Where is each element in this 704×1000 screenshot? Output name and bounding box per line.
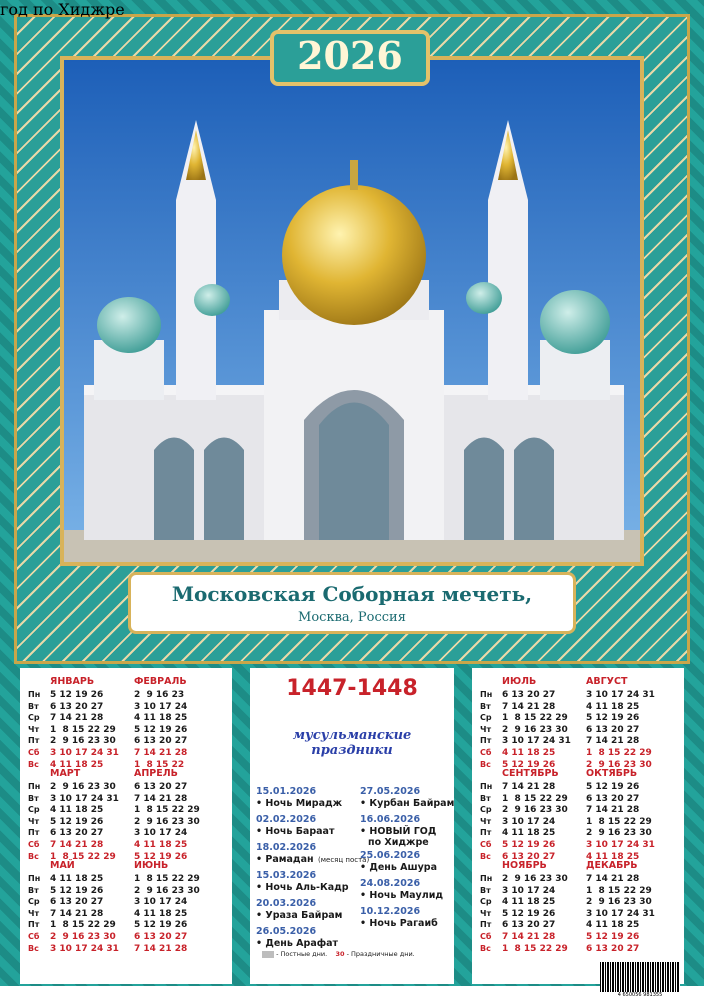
day-label: Пн: [480, 690, 493, 699]
month-days-row: 7 14 21 28: [502, 782, 556, 792]
month-days-row: 6 13 20 27: [586, 724, 640, 735]
day-label: Вс: [480, 759, 491, 769]
month-days-row: 3 10 17 24: [502, 816, 556, 827]
day-label: Ср: [28, 713, 40, 723]
month-days-row: 6 13 20 27: [502, 920, 556, 931]
barcode: [600, 962, 680, 992]
holiday-name: • Ночь Маулид: [360, 890, 444, 901]
holiday-date: 10.12.2026: [360, 906, 421, 917]
holiday-name: • Ночь Мирадж: [256, 798, 343, 809]
month-days-row: 4 11 18 25: [586, 851, 640, 862]
month-days-row: 6 13 20 27: [134, 782, 188, 792]
month-days-row: 6 13 20 27: [502, 851, 556, 862]
month-days-row: 1 8 15 22 29: [134, 874, 200, 884]
month-days-row: 2 9 16 23 30: [50, 736, 116, 747]
day-label: Сб: [480, 840, 492, 849]
mosque-photo: [64, 60, 640, 562]
holiday-name: • Ночь Аль-Кадр: [256, 882, 349, 893]
month-days-row: 1 8 15 22 29: [586, 885, 652, 896]
day-label: Сб: [28, 932, 40, 941]
month-days-row: 4 11 18 25: [50, 805, 104, 816]
day-label: Пн: [28, 874, 41, 883]
month-name: НОЯБРЬ: [502, 860, 547, 871]
month-days-row: 7 14 21 28: [134, 943, 188, 954]
month-days-row: 7 14 21 28: [50, 908, 104, 919]
month-days-row: 3 10 17 24 31: [50, 748, 119, 758]
month-days-row: 1 8 15 22 29: [134, 805, 200, 816]
month-days-row: 6 13 20 27: [50, 701, 104, 712]
month-days-row: 6 13 20 27: [50, 897, 104, 908]
holiday-date: 18.02.2026: [256, 842, 317, 853]
year-title: 2026: [297, 33, 403, 78]
holidays-title: [250, 728, 454, 758]
holiday-date: 27.05.2026: [360, 786, 421, 797]
holiday-date: 24.08.2026: [360, 878, 421, 889]
month-days-row: 4 11 18 25: [50, 874, 104, 884]
legend-holiday-mark: 30: [335, 950, 345, 958]
month-days-row: 4 11 18 25: [50, 759, 104, 770]
day-label: Сб: [480, 932, 492, 941]
day-label: Сб: [28, 840, 40, 849]
month-days-row: 6 13 20 27: [134, 932, 188, 942]
month-days-row: 3 10 17 24 31: [586, 908, 655, 919]
month-days-row: 5 12 19 26: [50, 816, 104, 827]
month-days-row: 6 13 20 27: [586, 943, 640, 954]
holiday-note: (месяц поста): [318, 856, 370, 864]
month-days-row: 7 14 21 28: [134, 793, 188, 804]
month-days-row: 7 14 21 28: [586, 736, 640, 747]
caption-title: Московская Соборная мечеть,: [171, 582, 533, 606]
holidays-title-line1: мусульманские: [292, 728, 412, 743]
legend: [262, 950, 452, 958]
month-days-row: 2 9 16 23 30: [134, 816, 200, 827]
holiday-name: • Рамадан: [256, 854, 314, 865]
month-name: ИЮНЬ: [134, 860, 169, 871]
holiday-date: 25.06.2026: [360, 850, 421, 861]
month-days-row: 5 12 19 26: [50, 885, 104, 896]
month-days-row: 5 12 19 26: [586, 782, 640, 792]
month-days-row: 1 8 15 22 29: [502, 713, 568, 724]
month-days-row: 7 14 21 28: [134, 748, 188, 758]
month-days-row: 1 8 15 22 29: [50, 920, 116, 931]
day-label: Пт: [28, 828, 40, 838]
month-days-row: 1 8 15 22 29: [586, 816, 652, 827]
month-days-row: 7 14 21 28: [50, 713, 104, 724]
month-days-row: 6 13 20 27: [134, 736, 188, 747]
month-name: ЯНВАРЬ: [50, 676, 95, 687]
day-label: Пт: [28, 736, 40, 746]
day-label: Чт: [480, 816, 492, 826]
month-days-row: 5 12 19 26: [502, 908, 556, 919]
day-label: Ср: [28, 897, 40, 907]
month-name: МАЙ: [50, 860, 75, 871]
month-days-row: 1 8 15 22 29: [502, 793, 568, 804]
day-label: Чт: [480, 908, 492, 918]
month-days-row: 3 10 17 24 31: [502, 736, 571, 747]
day-label: Вс: [28, 759, 39, 769]
day-label: Ср: [480, 713, 492, 723]
holiday-name: • Ночь Бараат: [256, 826, 335, 837]
month-name: ФЕВРАЛЬ: [134, 676, 187, 687]
day-label: Вс: [480, 851, 491, 861]
month-days-row: 5 12 19 26: [134, 851, 188, 862]
month-days-row: 1 8 15 22: [134, 759, 185, 770]
footer: [0, 986, 704, 1000]
month-days-row: 3 10 17 24: [502, 885, 556, 896]
day-label: Пт: [480, 920, 492, 930]
month-days-row: 1 8 15 22 29: [50, 724, 116, 735]
holiday-name: • НОВЫЙ ГОД: [360, 826, 437, 837]
month-days-row: 4 11 18 25: [134, 908, 188, 919]
month-days-row: 2 9 16 23 30: [586, 897, 652, 908]
holiday-date: 16.06.2026: [360, 814, 421, 825]
month-days-row: 2 9 16 23 30: [586, 828, 652, 839]
month-days-row: 3 10 17 24: [134, 828, 188, 839]
day-label: Чт: [480, 724, 492, 734]
holiday-date: 26.05.2026: [256, 926, 317, 937]
month-days-row: 2 9 16 23 30: [502, 724, 568, 735]
month-days-row: 4 11 18 25: [502, 828, 556, 839]
month-name: АВГУСТ: [586, 676, 628, 687]
holiday-date: 02.02.2026: [256, 814, 317, 825]
day-label: Вт: [28, 701, 39, 711]
day-label: Вс: [480, 943, 491, 953]
month-days-row: 2 9 16 23 30: [50, 782, 116, 792]
day-label: Пт: [28, 920, 40, 930]
holiday-name: • Курбан Байрам: [360, 798, 455, 809]
holiday-date: 15.01.2026: [256, 786, 317, 797]
month-days-row: 2 9 16 23 30: [502, 874, 568, 884]
hijri-label: год по Хиджре: [0, 0, 125, 19]
legend-holiday: - Праздничные дни.: [346, 950, 415, 958]
day-label: Пн: [28, 782, 41, 791]
month-days-row: 4 11 18 25: [502, 748, 556, 758]
month-days-row: 5 12 19 26: [502, 759, 556, 770]
day-label: Пт: [480, 828, 492, 838]
month-days-row: 5 12 19 26: [586, 713, 640, 724]
month-days-row: 3 10 17 24 31: [586, 690, 655, 700]
day-label: Пн: [480, 874, 493, 883]
month-name: СЕНТЯБРЬ: [502, 768, 559, 779]
day-label: Пн: [28, 690, 41, 699]
month-days-row: 3 10 17 24 31: [586, 840, 655, 850]
month-days-row: 1 8 15 22 29: [50, 851, 116, 862]
day-label: Чт: [28, 816, 40, 826]
month-days-row: 4 11 18 25: [586, 920, 640, 931]
day-label: Вт: [28, 885, 39, 895]
fasting-swatch: [262, 951, 274, 958]
holidays-title-line2: праздники: [311, 743, 393, 758]
month-days-row: 2 9 16 23 30: [586, 759, 652, 770]
month-days-row: 5 12 19 26: [502, 840, 556, 850]
month-days-row: 2 9 16 23 30: [50, 932, 116, 942]
month-days-row: 1 8 15 22 29: [502, 943, 568, 954]
month-days-row: 3 10 17 24: [134, 701, 188, 712]
day-label: Ср: [480, 805, 492, 815]
mosque-illustration: [64, 60, 640, 562]
holiday-name: • Ураза Байрам: [256, 910, 343, 921]
holiday-name: • День Арафат: [256, 938, 339, 949]
month-days-row: 2 9 16 23 30: [502, 805, 568, 816]
month-days-row: 4 11 18 25: [502, 897, 556, 908]
day-label: Ср: [480, 897, 492, 907]
month-name: ИЮЛЬ: [502, 676, 537, 687]
month-days-row: 2 9 16 23 30: [134, 885, 200, 896]
day-label: Сб: [28, 748, 40, 757]
month-days-row: 7 14 21 28: [586, 805, 640, 816]
month-name: ДЕКАБРЬ: [586, 860, 638, 871]
barcode-number: 4 650056 981355: [617, 992, 663, 998]
day-label: Вс: [28, 851, 39, 861]
day-label: Вт: [480, 793, 491, 803]
caption-subtitle: Москва, Россия: [298, 610, 406, 625]
month-days-row: 5 12 19 26: [586, 932, 640, 942]
holiday-name: • День Ашура: [360, 862, 438, 873]
month-days-row: 7 14 21 28: [50, 840, 104, 850]
month-days-row: 6 13 20 27: [502, 690, 556, 700]
holiday-name-line2: по Хиджре: [368, 837, 429, 848]
month-days-row: 3 10 17 24 31: [50, 793, 119, 804]
month-days-row: 1 8 15 22 29: [586, 748, 652, 758]
month-name: ОКТЯБРЬ: [586, 768, 638, 779]
day-label: Пн: [480, 782, 493, 791]
month-days-row: 6 13 20 27: [50, 828, 104, 839]
month-days-row: 4 11 18 25: [134, 713, 188, 724]
month-days-row: 2 9 16 23: [134, 690, 185, 700]
month-days-row: 3 10 17 24 31: [50, 943, 119, 954]
day-label: Пт: [480, 736, 492, 746]
month-days-row: 5 12 19 26: [134, 920, 188, 931]
holiday-name: • Ночь Рагаиб: [360, 918, 438, 929]
day-label: Вт: [480, 701, 491, 711]
day-label: Чт: [28, 908, 40, 918]
holiday-date: 15.03.2026: [256, 870, 317, 881]
month-days-row: 4 11 18 25: [134, 840, 188, 850]
month-name: МАРТ: [50, 768, 81, 779]
day-label: Вт: [28, 793, 39, 803]
month-days-row: 5 12 19 26: [50, 690, 104, 700]
hijri-years: 1447-1448: [286, 676, 418, 701]
day-label: Вс: [28, 943, 39, 953]
day-label: Ср: [28, 805, 40, 815]
month-days-row: 7 14 21 28: [502, 932, 556, 942]
day-label: Вт: [480, 885, 491, 895]
month-name: АПРЕЛЬ: [134, 768, 178, 779]
month-days-row: 7 14 21 28: [502, 701, 556, 712]
day-label: Сб: [480, 748, 492, 757]
month-days-row: 7 14 21 28: [586, 874, 640, 884]
month-days-row: 4 11 18 25: [586, 701, 640, 712]
month-days-row: 6 13 20 27: [586, 793, 640, 804]
month-days-row: 5 12 19 26: [134, 724, 188, 735]
day-label: Чт: [28, 724, 40, 734]
month-days-row: 3 10 17 24: [134, 897, 188, 908]
holiday-date: 20.03.2026: [256, 898, 317, 909]
legend-fasting: - Постные дни.: [276, 950, 328, 958]
